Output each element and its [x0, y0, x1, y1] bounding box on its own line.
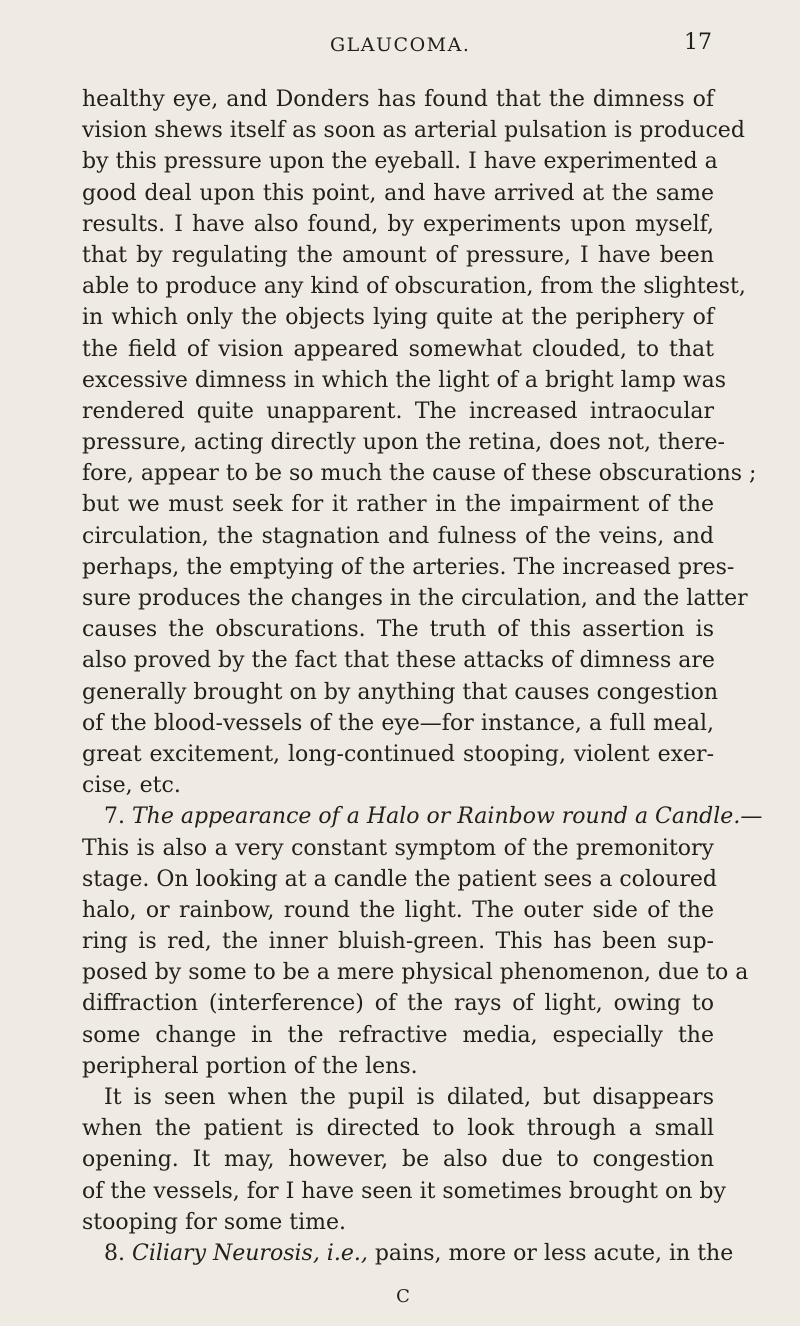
section-7-dash: — [740, 804, 763, 830]
text-line: causes the obscurations. The truth of this assertion is [82, 617, 714, 643]
text-line: perhaps, the emptying of the arteries. The increased pres- [82, 554, 735, 580]
section-8-heading [82, 1238, 734, 1269]
section-7-heading [82, 801, 763, 832]
text-line: the field of vision appeared somewhat clouded, to that [82, 336, 714, 362]
text-line: able to produce any kind of obscuration, from the slightest, [82, 274, 746, 300]
text-line: in which only the objects lying quite at the periphery of [82, 305, 714, 331]
signature-mark [0, 1286, 714, 1307]
text-line: results. I have also found, by experiments upon myself, [82, 211, 714, 237]
text-line: by this pressure upon the eyeball. I have experimented a [82, 149, 718, 175]
text-line: pressure, acting directly upon the retina, does not, there- [82, 430, 725, 456]
body-text [82, 84, 763, 1269]
text-line: rendered quite unapparent. The increased intraocular [82, 398, 714, 424]
text-line: healthy eye, and Donders has found that the dimness of [82, 87, 714, 112]
text-line: opening. It may, however, be also due to congestion [82, 1147, 714, 1173]
text-line: circulation, the stagnation and fulness of the veins, and [82, 523, 714, 549]
text-line: halo, or rainbow, round the light. The outer side of the [82, 897, 714, 923]
running-head [82, 28, 712, 62]
section-8-title: Ciliary Neurosis, i.e., [132, 1240, 368, 1266]
text-line: fore, appear to be so much the cause of these obscurations ; [82, 461, 757, 487]
text-line: It is seen when the pupil is dilated, but disappears [104, 1085, 714, 1110]
text-line: stage. On looking at a candle the patient sees a coloured [82, 866, 717, 892]
text-line: but we must seek for it rather in the impairment of the [82, 492, 714, 518]
section-8-number: 8. [104, 1240, 125, 1266]
signature-letter: C [396, 1286, 410, 1307]
text-line: vision shews itself as soon as arterial pulsation is produced [82, 118, 745, 144]
text-line: excessive dimness in which the light of a bright lamp was [82, 367, 727, 393]
text-line: stooping for some time. [82, 1209, 347, 1235]
text-line: generally brought on by anything that causes congestion [82, 679, 719, 705]
text-line: some change in the refractive media, especially the [82, 1022, 714, 1048]
text-line: good deal upon this point, and have arrived at the same [82, 180, 714, 206]
text-line: also proved by the fact that these attacks of dimness are [82, 648, 715, 674]
text-line: ring is red, the inner bluish-green. This has been sup- [82, 929, 714, 955]
text-line: This is also a very constant symptom of the premonitory [82, 835, 714, 861]
text-line: great excitement, long-continued stooping, violent exer- [82, 741, 714, 767]
text-line: cise, etc. [82, 773, 181, 799]
text-line: of the blood-vessels of the eye—for instance, a full meal, [82, 710, 714, 736]
section-8-text: pains, more or less acute, in the [374, 1240, 734, 1266]
section-7-number: 7. [104, 804, 125, 830]
text-line: sure produces the changes in the circulation, and the latter [82, 586, 748, 611]
text-line: posed by some to be a mere physical phenomenon, due to a [82, 960, 749, 986]
running-title: GLAUCOMA. [330, 34, 471, 56]
text-line: diffraction (interference) of the rays of light, owing to [82, 991, 714, 1017]
text-line: of the vessels, for I have seen it sometimes brought on by [82, 1178, 726, 1204]
section-7-title: The appearance of a Halo or Rainbow round a Candle. [132, 804, 741, 830]
page-number: 17 [684, 30, 712, 55]
text-line: when the patient is directed to look through a small [82, 1116, 714, 1142]
text-line: that by regulating the amount of pressure, I have been [82, 242, 714, 268]
text-line: peripheral portion of the lens. [82, 1053, 418, 1079]
